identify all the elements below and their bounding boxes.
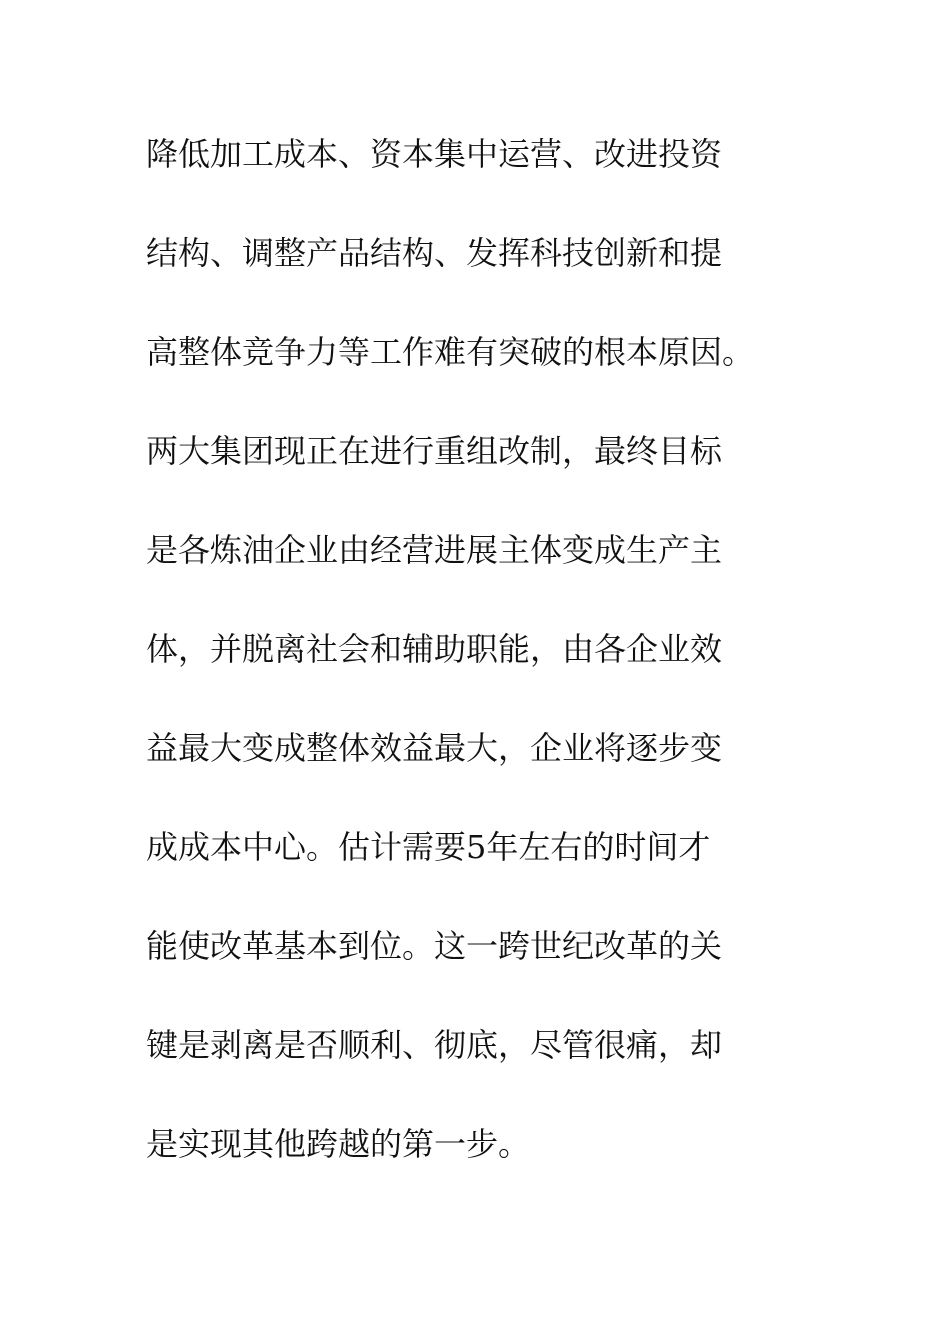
- text-line: 两大集团现正在进行重组改制，最终目标: [146, 432, 723, 470]
- text-line: 结构、调整产品结构、发挥科技创新和提: [146, 234, 723, 272]
- text-line: 能使改革基本到位。这一跨世纪改革的关: [146, 927, 723, 965]
- text-line: 是实现其他跨越的第一步。: [146, 1125, 531, 1163]
- text-line: 成成本中心。估计需要5年左右的时间才: [146, 828, 711, 866]
- text-line: 体，并脱离社会和辅助职能，由各企业效: [146, 630, 723, 668]
- text-line: 降低加工成本、资本集中运营、改进投资: [146, 135, 723, 173]
- text-line: 益最大变成整体效益最大，企业将逐步变: [146, 729, 723, 767]
- body-paragraph: [146, 127, 806, 1216]
- text-line: 是各炼油企业由经营进展主体变成生产主: [146, 531, 723, 569]
- text-line: 高整体竞争力等工作难有突破的根本原因。: [146, 333, 755, 371]
- text-line: 键是剥离是否顺利、彻底，尽管很痛，却: [146, 1026, 723, 1064]
